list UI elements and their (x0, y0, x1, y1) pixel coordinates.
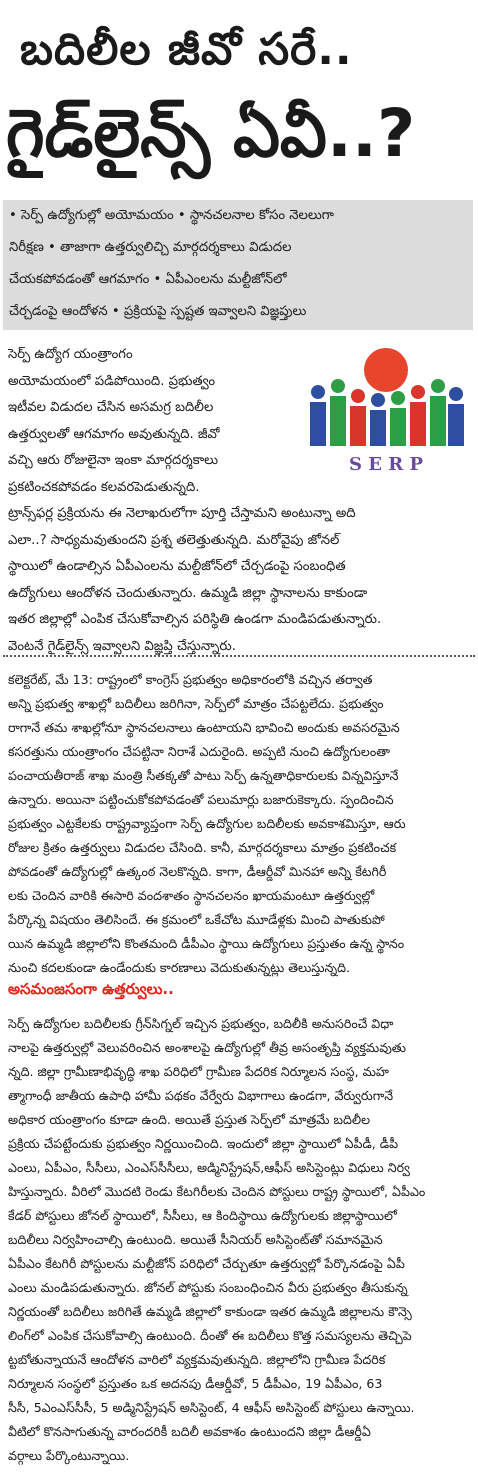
highlight-line: • సెర్ప్ ఉద్యోగుల్లో అయోమయం • స్థానచలనాల కోసం నెలలుగా (9, 208, 334, 223)
body-line: వర్గాలు పేర్కొంటున్నాయి. (8, 1448, 130, 1463)
body-line: ప్రక్రియ చేపట్టేందుకు ప్రభుత్వం నిర్ణయించింది. ఇందులో జిల్లా స్థాయిలో ఏపీడీ, డీపీ (8, 1136, 399, 1151)
body-line: ఏపీఎం కేటగిరీ పోస్టులను మల్టీజోన్ పరిధిలో చేర్చుతూ ఉత్తర్వుల్లో పేర్కొనడంపై ఏపీ (8, 1256, 405, 1271)
body-line: నిర్మూలన సంస్థలో ప్రస్తుతం ఒక అదనపు డీఆర్డీవో, 5 డీపీఎం, 19 ఏపీఎం, 63 (8, 1376, 383, 1391)
body-line: పోవడంతో ఉద్యోగుల్లో ఉత్కంఠ నెలకొన్నది. కాగా, డీఆర్డీవో మినహా అన్ని కేటగిరీ (8, 864, 387, 879)
body-line: నుంచి కదలకుండా ఉండేందుకు కారణాలు వెదుకుతున్నట్లు తెలుస్తున్నది. (8, 960, 350, 975)
intro-line: ఉత్తర్వులతో ఆగమాగం అవుతున్నది. జీవో (8, 426, 220, 442)
body-line: ఎంలు మండిపడుతున్నారు. జోనల్ పోస్టుకు సంబంధించిన వీరు ప్రభుత్వం తీసుకున్న (8, 1280, 408, 1295)
body-paragraph-2 (8, 1012, 474, 1468)
highlights-box (3, 200, 473, 330)
body-line: ఎంలు, ఏపీఎం, సీసీలు, ఎంఎస్‌సీసీలు, అడ్మినిస్ట్రేషన్,ఆఫీస్ అసిస్టెంట్లు విధులు నిర్వ (8, 1160, 410, 1175)
headline-line-2: గైడ్‌లైన్స్ ఏవీ..? (6, 95, 416, 172)
body-line: సెర్ప్ ఉద్యోగుల బదిలీలకు గ్రీన్‌సిగ్నల్ ఇచ్చిన ప్రభుత్వం, బదిలీకి అనుసరించే విధా (8, 1016, 394, 1031)
body-line: రోజుల క్రితం ఉత్తర్వులు విడుదల చేసింది. కానీ, మార్గదర్శకాలు మాత్రం ప్రకటించక (8, 840, 397, 855)
highlight-line: చేయకపోవడంతో ఆగమాగం • ఏపీఎంలను మల్టీజోన్‌లో (9, 272, 287, 287)
body-paragraph-1 (8, 668, 474, 980)
body-line: కేడర్ పోస్టులు జోనల్ స్థాయిలో, సీసీలు, ఆ కిందిస్థాయి ఉద్యోగులకు జిల్లాస్థాయిలో (8, 1208, 397, 1223)
body-line: ప్రభుత్వం ఎట్టకేలకు రాష్ట్రవ్యాప్తంగా సెర్ప్ ఉద్యోగుల బదిలీలకు అవకాశమిస్తూ, ఆరు (8, 816, 406, 831)
body-line: కసరత్తును యంత్రాంగం చేపట్టినా నిరాశే ఎదురైంది. అప్పటి నుంచి ఉద్యోగులంతా (8, 744, 390, 759)
highlight-line: నిరీక్షణ • తాజాగా ఉత్తర్వులిచ్చి మార్గదర్శకాలు విడుదల (9, 240, 292, 255)
body-line: బదిలీలు నిర్వహించాల్సి ఉంటుంది. అయితే సీనియర్ అసిస్టెంట్‌తో సమానమైన (8, 1232, 383, 1247)
headline-line-1: బదిలీల జీవో సరే.. (20, 24, 353, 75)
intro-line: వచ్చి ఆరు రోజులైనా ఇంకా మార్గదర్శకాలు (8, 453, 219, 468)
intro-line: ఇటీవల విడుదల చేసిన అసమగ్ర బదిలీల (8, 400, 214, 415)
intro-line: సెర్ప్ ఉద్యోగ యంత్రాంగం (8, 347, 133, 362)
highlight-line: చేర్చడంపై ఆందోళన • ప్రక్రియపై స్పష్టత ఇవ్వాలని విజ్ఞప్తులు (9, 304, 307, 319)
intro-line: ఇతర జిల్లాల్లో ఎంపిక చేసుకోవాల్సిన పరిస్థితి ఉండగా మండిపడుతున్నారు. (8, 612, 382, 627)
body-line: పేర్కొన్న విషయం తెలిసిందే. ఈ క్రమంలో ఒకేచోట మూడేళ్లకు మించి పాతుకుపో (8, 912, 385, 927)
serp-logo (300, 340, 472, 480)
body-line: యిన ఉమ్మడి జిల్లాలోని కొంతమంది డీపీఎం స్థాయి ఉద్యోగులు ప్రస్తుతం ఉన్న స్థానం (8, 936, 405, 951)
body-line: లింగ్‌లో ఎంపిక చేసుకోవాల్సి ఉంటుంది. దీంతో ఈ బదిలీలు కొత్త సమస్యలను తెచ్చిపె (8, 1328, 412, 1343)
body-line: హిస్తున్నారు. వీరిలో మొదటి రెండు కేటగిరీలకు చెందిన పోస్టులు రాష్ట్ర స్థాయిలో, ఏపీఎం (8, 1184, 426, 1199)
body-line: అధికార యంత్రాంగం కూడా ఉంది. అయితే ప్రస్తుత సెర్ప్‌లో మాత్రమే బదిలీల (8, 1112, 370, 1127)
body-line: కలెక్టరేట్, మే 13: రాష్ట్రంలో కాంగ్రెస్ ప్రభుత్వం అధికారంలోకి వచ్చిన తర్వాత (8, 672, 373, 687)
body-line: ఉన్నారు. అయినా పట్టించుకోకపోవడంతో పలుమార్లు బజారుకెక్కారు. స్పందించిన (8, 792, 394, 807)
body-line: అన్ని ప్రభుత్వ శాఖల్లో బదిలీలు జరిగినా, సెర్ప్‌లో మాత్రం చేపట్టలేదు. ప్రభుత్వం (8, 696, 384, 711)
body-line: వీటిలో కొనసాగుతున్న వారందరికీ బదిలీ అవకాశం ఉంటుందని జిల్లా డీఆర్డీఏ (8, 1424, 371, 1439)
body-line: త్మాగాంధీ జాతీయ ఉపాధి హామీ పథకం వేర్వేరు విభాగాలు ఉండగా, వేర్వురుగానే (8, 1088, 394, 1103)
intro-line: వెంటనే గైడ్‌లైన్స్ ఇవ్వాలని విజ్ఞప్తి చేస్తున్నారు. (8, 638, 236, 654)
intro-line: ట్రాన్స్‌ఫర్ల ప్రక్రియను ఈ నెలాఖరులోగా పూర్తి చేస్తామని అంటున్నా అది (8, 506, 356, 521)
intro-line: ఎలా..? సాధ్యమవుతుందని ప్రశ్న తలెత్తుతున్నది. మరోవైపు జోనల్ (8, 532, 340, 548)
body-line: రాగానే తమ శాఖల్లోనూ స్థానచలనాలు ఉంటాయని భావించి అందుకు అవసరమైన (8, 720, 400, 735)
intro-line: ప్రకటించకపోవడం కలవరపెడుతున్నది. (8, 479, 200, 495)
body-line: న్నది. జిల్లా గ్రామీణాభివృద్ధి శాఖ పరిధిలో గ్రామీణ పేదరిక నిర్మూలన సంస్థ, మహ (8, 1064, 389, 1079)
logo-text: S E R P (348, 454, 424, 475)
body-line: లకు చెందిన వారికి ఈసారి వందశాతం స్థానచలనం ఖాయమంటూ ఉత్తర్వుల్లో (8, 888, 375, 903)
body-line: ట్టబోతున్నాయనే ఆందోళన వారిలో వ్యక్తమవుతున్నది. జిల్లాలోని గ్రామీణ పేదరిక (8, 1352, 386, 1367)
logo-sun (364, 348, 408, 392)
section-divider (3, 655, 475, 657)
intro-line: స్థాయిలో ఉండాల్సిన ఏపీఎంలను మల్టీజోన్‌లో చేర్చడంపై సంబంధిత (8, 559, 346, 574)
subheading: అసమంజసంగా ఉత్తర్వులు.. (8, 980, 174, 998)
intro-line: ఉద్యోగులు ఆందోళన చెందుతున్నారు. ఉమ్మడి జిల్లా స్థానాలను కాకుండా (8, 585, 368, 601)
intro-line: అయోమయంలో పడిపోయింది. ప్రభుత్వం (8, 373, 216, 389)
body-line: నిర్ణయంతో బదిలీలు జరిగితే ఉమ్మడి జిల్లాలో కాకుండా ఇతర ఉమ్మడి జిల్లాలను కౌన్సె (8, 1304, 412, 1319)
body-line: నాలపై ఉత్తర్వుల్లో వెలువరించిన అంశాలపై ఉద్యోగుల్లో తీవ్ర అసంతృప్తి వ్యక్తమవుతు (8, 1040, 406, 1055)
body-line: సీసీ, 5ఎంఎస్‌సీసీ, 5 అడ్మినిస్ట్రేషన్ అసిస్టెంట్, 4 ఆఫీస్ అసిస్టెంట్ పోస్టులు ఉన్నాయి. (8, 1400, 415, 1415)
body-line: పంచాయతీరాజ్ శాఖ మంత్రి సీతక్కతో పాటు సెర్ప్ ఉన్నతాధికారులకు విన్నవిస్తూనే (8, 768, 399, 783)
